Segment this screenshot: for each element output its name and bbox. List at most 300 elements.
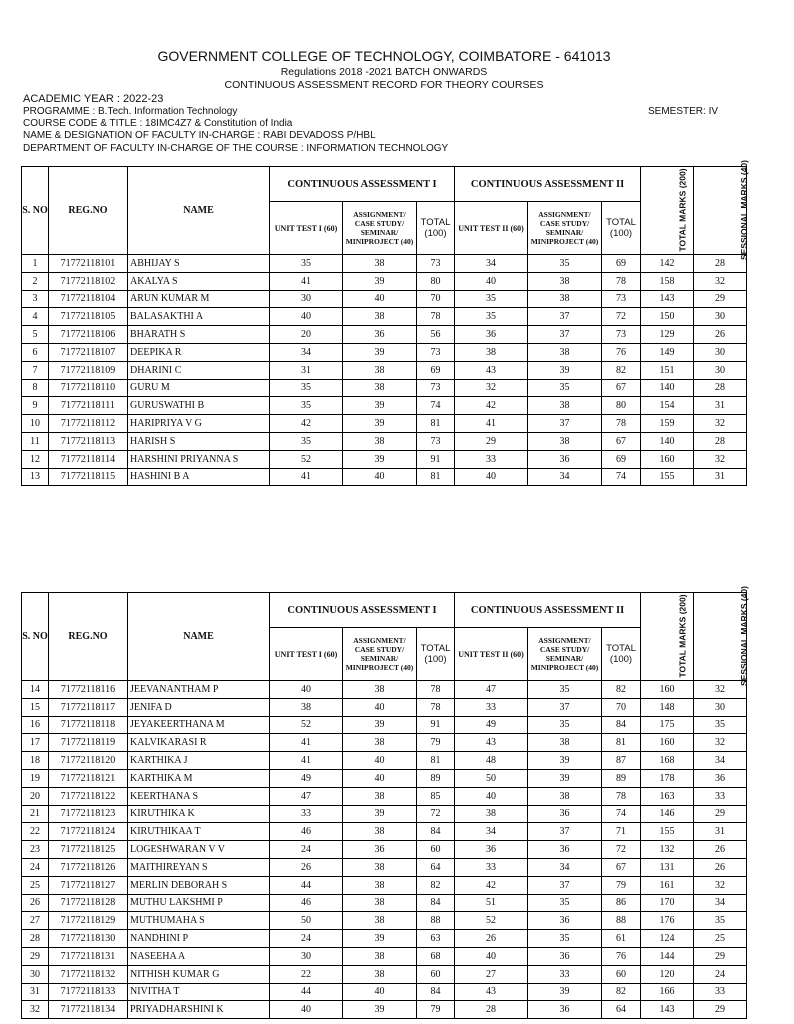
table-cell: 33: [455, 450, 528, 468]
table-cell: 40: [455, 468, 528, 486]
table-cell: 50: [455, 769, 528, 787]
table-cell: 154: [641, 397, 694, 415]
table-cell: 35: [528, 930, 602, 948]
table-cell: 40: [343, 769, 417, 787]
student-name: KARTHIKA M: [128, 769, 270, 787]
table-row: [22, 290, 747, 308]
table-row: [22, 983, 747, 1001]
student-name: KIRUTHIKAA T: [128, 823, 270, 841]
table-cell: 69: [417, 361, 455, 379]
col-total-2: TOTAL (100): [602, 628, 641, 681]
assessment-table-2: [21, 586, 750, 1019]
table-cell: 40: [343, 698, 417, 716]
table-cell: 71772118132: [49, 965, 128, 983]
table-cell: 142: [641, 255, 694, 273]
table-cell: 24: [694, 965, 747, 983]
table-cell: 71772118107: [49, 343, 128, 361]
student-name: DEEPIKA R: [128, 343, 270, 361]
table-cell: 79: [417, 1001, 455, 1019]
table-cell: 146: [641, 805, 694, 823]
table-cell: 161: [641, 876, 694, 894]
table-cell: 35: [455, 290, 528, 308]
table-cell: 71772118110: [49, 379, 128, 397]
student-name: MUTHUMAHA S: [128, 912, 270, 930]
table-row: [22, 255, 747, 273]
student-name: JENIFA D: [128, 698, 270, 716]
table-row: [22, 343, 747, 361]
col-total-1: TOTAL (100): [417, 628, 455, 681]
table-cell: 71772118106: [49, 326, 128, 344]
table-cell: 41: [270, 272, 343, 290]
table-cell: 40: [343, 983, 417, 1001]
table-row: [22, 805, 747, 823]
table-cell: 150: [641, 308, 694, 326]
col-sessional: SESSIONAL MARKS (40): [694, 167, 747, 255]
table-cell: 41: [270, 468, 343, 486]
table-cell: 151: [641, 361, 694, 379]
table-cell: 32: [694, 876, 747, 894]
table-cell: 35: [528, 894, 602, 912]
course-code-title: COURSE CODE & TITLE : 18IMC4Z7 & Constitution of India: [23, 118, 293, 129]
table-cell: 33: [694, 983, 747, 1001]
col-assignment-1: ASSIGNMENT/ CASE STUDY/ SEMINAR/ MINIPROJECT (40): [343, 202, 417, 255]
table-row: [22, 468, 747, 486]
table-cell: 69: [602, 450, 641, 468]
table-cell: 67: [602, 379, 641, 397]
table-cell: 27: [22, 912, 49, 930]
table-cell: 37: [528, 698, 602, 716]
student-name: BALASAKTHI A: [128, 308, 270, 326]
table-cell: 40: [455, 947, 528, 965]
table-cell: 160: [641, 734, 694, 752]
table-cell: 38: [343, 947, 417, 965]
col-unit-test-1: UNIT TEST I (60): [270, 628, 343, 681]
table-cell: 73: [417, 379, 455, 397]
table-cell: 35: [694, 716, 747, 734]
student-name: NANDHINI P: [128, 930, 270, 948]
table-cell: 47: [455, 681, 528, 699]
table-cell: 38: [455, 343, 528, 361]
table-cell: 175: [641, 716, 694, 734]
table-cell: 40: [455, 272, 528, 290]
table-cell: 39: [343, 716, 417, 734]
table-cell: 36: [528, 805, 602, 823]
table-cell: 82: [417, 876, 455, 894]
table-row: [22, 681, 747, 699]
table-row: [22, 397, 747, 415]
table-cell: 22: [270, 965, 343, 983]
table-row: [22, 432, 747, 450]
table-row: [22, 841, 747, 859]
student-name: PRIYADHARSHINI K: [128, 1001, 270, 1019]
table-cell: 71772118114: [49, 450, 128, 468]
table-cell: 71772118121: [49, 769, 128, 787]
table-cell: 31: [694, 823, 747, 841]
table-cell: 29: [694, 805, 747, 823]
table-cell: 34: [694, 894, 747, 912]
table-cell: 158: [641, 272, 694, 290]
table-cell: 7: [22, 361, 49, 379]
table-cell: 40: [270, 681, 343, 699]
table-cell: 39: [343, 415, 417, 433]
table-cell: 39: [528, 361, 602, 379]
table-cell: 38: [343, 681, 417, 699]
table-row: [22, 823, 747, 841]
table-cell: 71772118131: [49, 947, 128, 965]
table-cell: 38: [343, 876, 417, 894]
table-cell: 37: [528, 876, 602, 894]
table-cell: 39: [528, 769, 602, 787]
table-cell: 43: [455, 734, 528, 752]
table-cell: 67: [602, 432, 641, 450]
table-cell: 38: [343, 858, 417, 876]
table-cell: 155: [641, 823, 694, 841]
table-cell: 84: [417, 894, 455, 912]
table-cell: 89: [602, 769, 641, 787]
table-cell: 36: [528, 450, 602, 468]
faculty-in-charge: NAME & DESIGNATION OF FACULTY IN-CHARGE : RABI DEVADOSS P/HBL: [23, 130, 376, 141]
student-name: DHARINI C: [128, 361, 270, 379]
table-cell: 43: [455, 361, 528, 379]
student-name: ARUN KUMAR M: [128, 290, 270, 308]
table-cell: 20: [270, 326, 343, 344]
table-cell: 31: [22, 983, 49, 1001]
faculty-department: DEPARTMENT OF FACULTY IN-CHARGE OF THE COURSE : INFORMATION TECHNOLOGY: [23, 143, 449, 154]
table-row: [22, 930, 747, 948]
table-cell: 78: [602, 787, 641, 805]
table-cell: 36: [528, 912, 602, 930]
table-cell: 37: [528, 308, 602, 326]
table-cell: 36: [343, 841, 417, 859]
table-cell: 38: [270, 698, 343, 716]
table-cell: 35: [270, 432, 343, 450]
table-cell: 71772118119: [49, 734, 128, 752]
table-cell: 41: [455, 415, 528, 433]
table-cell: 38: [343, 379, 417, 397]
table-cell: 61: [602, 930, 641, 948]
table-cell: 40: [343, 468, 417, 486]
table-cell: 40: [455, 787, 528, 805]
table-cell: 38: [455, 805, 528, 823]
table-cell: 36: [455, 326, 528, 344]
table-cell: 52: [270, 450, 343, 468]
table-cell: 71772118101: [49, 255, 128, 273]
table-cell: 35: [528, 681, 602, 699]
table-cell: 37: [528, 823, 602, 841]
table-cell: 8: [22, 379, 49, 397]
table-cell: 86: [602, 894, 641, 912]
table-cell: 28: [22, 930, 49, 948]
table-cell: 36: [528, 947, 602, 965]
table-cell: 29: [455, 432, 528, 450]
table-cell: 32: [22, 1001, 49, 1019]
table-cell: 72: [602, 841, 641, 859]
table-cell: 67: [602, 858, 641, 876]
table-cell: 38: [343, 734, 417, 752]
col-unit-test-2: UNIT TEST II (60): [455, 202, 528, 255]
table-cell: 72: [417, 805, 455, 823]
col-unit-test-1: UNIT TEST I (60): [270, 202, 343, 255]
table-cell: 84: [417, 983, 455, 1001]
student-name: HASHINI B A: [128, 468, 270, 486]
table-cell: 26: [22, 894, 49, 912]
table-cell: 176: [641, 912, 694, 930]
semester: SEMESTER: IV: [648, 106, 719, 117]
table-cell: 28: [455, 1001, 528, 1019]
academic-year: ACADEMIC YEAR : 2022-23: [23, 93, 164, 105]
table-cell: 17: [22, 734, 49, 752]
table-cell: 35: [528, 255, 602, 273]
student-name: HARSHINI PRIYANNA S: [128, 450, 270, 468]
table-cell: 76: [602, 947, 641, 965]
student-name: NIVITHA T: [128, 983, 270, 1001]
table-cell: 36: [528, 841, 602, 859]
table-cell: 73: [417, 255, 455, 273]
table-cell: 69: [602, 255, 641, 273]
col-regno: REG.NO: [49, 593, 128, 681]
table-cell: 42: [455, 397, 528, 415]
table-cell: 48: [455, 752, 528, 770]
table-cell: 38: [528, 290, 602, 308]
table-cell: 32: [694, 734, 747, 752]
table-cell: 29: [694, 290, 747, 308]
table-cell: 5: [22, 326, 49, 344]
table-cell: 18: [22, 752, 49, 770]
table-cell: 81: [417, 415, 455, 433]
student-name: JEYAKEERTHANA M: [128, 716, 270, 734]
table-cell: 78: [417, 698, 455, 716]
table-cell: 56: [417, 326, 455, 344]
table-cell: 30: [694, 361, 747, 379]
table-row: [22, 272, 747, 290]
table-cell: 163: [641, 787, 694, 805]
table-cell: 52: [270, 716, 343, 734]
table-cell: 50: [270, 912, 343, 930]
table-cell: 178: [641, 769, 694, 787]
table-cell: 78: [602, 415, 641, 433]
student-name: ABHIJAY S: [128, 255, 270, 273]
table-row: [22, 876, 747, 894]
table-cell: 38: [528, 272, 602, 290]
table-cell: 24: [22, 858, 49, 876]
table-cell: 38: [528, 397, 602, 415]
table-row: [22, 415, 747, 433]
table-cell: 35: [270, 255, 343, 273]
table-cell: 24: [270, 841, 343, 859]
col-total-200: TOTAL MARKS (200): [641, 167, 694, 255]
table-cell: 26: [694, 841, 747, 859]
student-name: MAITHIREYAN S: [128, 858, 270, 876]
table-cell: 22: [22, 823, 49, 841]
table-row: [22, 787, 747, 805]
table-cell: 71772118122: [49, 787, 128, 805]
table-cell: 20: [22, 787, 49, 805]
table-cell: 71772118134: [49, 1001, 128, 1019]
student-name: MERLIN DEBORAH S: [128, 876, 270, 894]
table-cell: 39: [343, 343, 417, 361]
table-cell: 70: [417, 290, 455, 308]
table-cell: 36: [343, 326, 417, 344]
table-row: [22, 450, 747, 468]
table-cell: 38: [343, 965, 417, 983]
table-cell: 70: [602, 698, 641, 716]
table-cell: 91: [417, 716, 455, 734]
programme: PROGRAMME : B.Tech. Information Technology: [23, 106, 238, 117]
table-cell: 85: [417, 787, 455, 805]
table-cell: 88: [417, 912, 455, 930]
table-cell: 38: [528, 787, 602, 805]
table-cell: 37: [528, 326, 602, 344]
table-cell: 14: [22, 681, 49, 699]
table-cell: 82: [602, 983, 641, 1001]
table-cell: 30: [694, 343, 747, 361]
table-row: [22, 326, 747, 344]
table-cell: 26: [455, 930, 528, 948]
table-cell: 71772118117: [49, 698, 128, 716]
table-cell: 60: [417, 965, 455, 983]
col-name: NAME: [128, 593, 270, 681]
table-cell: 81: [602, 734, 641, 752]
table-cell: 29: [694, 947, 747, 965]
table-cell: 160: [641, 450, 694, 468]
student-name: HARISH S: [128, 432, 270, 450]
table-cell: 71772118116: [49, 681, 128, 699]
table-cell: 31: [694, 468, 747, 486]
student-name: MUTHU LAKSHMI P: [128, 894, 270, 912]
table-row: [22, 1001, 747, 1019]
table-cell: 35: [528, 716, 602, 734]
table-cell: 64: [602, 1001, 641, 1019]
table-cell: 2: [22, 272, 49, 290]
table-cell: 74: [602, 805, 641, 823]
table-cell: 143: [641, 290, 694, 308]
table-cell: 47: [270, 787, 343, 805]
table-cell: 30: [694, 698, 747, 716]
table-cell: 80: [602, 397, 641, 415]
table-cell: 64: [417, 858, 455, 876]
col-assignment-2: ASSIGNMENT/ CASE STUDY/ SEMINAR/ MINIPROJECT (40): [528, 628, 602, 681]
table-cell: 71772118115: [49, 468, 128, 486]
assessment-table-1: [21, 160, 750, 486]
table-row: [22, 752, 747, 770]
table-cell: 52: [455, 912, 528, 930]
col-ca1: CONTINUOUS ASSESSMENT I: [270, 167, 455, 202]
table-cell: 28: [694, 432, 747, 450]
table-cell: 36: [694, 769, 747, 787]
table-cell: 170: [641, 894, 694, 912]
student-name: HARIPRIYA V G: [128, 415, 270, 433]
table-cell: 38: [528, 343, 602, 361]
col-total-2: TOTAL (100): [602, 202, 641, 255]
table-cell: 38: [343, 308, 417, 326]
table-cell: 74: [417, 397, 455, 415]
table-cell: 30: [270, 290, 343, 308]
table-cell: 44: [270, 983, 343, 1001]
table-cell: 78: [417, 681, 455, 699]
table-cell: 88: [602, 912, 641, 930]
student-name: GURU M: [128, 379, 270, 397]
table-cell: 3: [22, 290, 49, 308]
table-cell: 38: [528, 734, 602, 752]
student-name: NITHISH KUMAR G: [128, 965, 270, 983]
table-cell: 71772118109: [49, 361, 128, 379]
table-cell: 9: [22, 397, 49, 415]
table-cell: 10: [22, 415, 49, 433]
table-cell: 42: [455, 876, 528, 894]
table-cell: 39: [343, 397, 417, 415]
table-cell: 36: [528, 1001, 602, 1019]
table-cell: 39: [343, 272, 417, 290]
table-cell: 71772118113: [49, 432, 128, 450]
table-cell: 71772118112: [49, 415, 128, 433]
table-cell: 71772118128: [49, 894, 128, 912]
table-cell: 40: [270, 308, 343, 326]
table-cell: 78: [417, 308, 455, 326]
table-cell: 71772118129: [49, 912, 128, 930]
table-cell: 71772118105: [49, 308, 128, 326]
col-total-200: TOTAL MARKS (200): [641, 593, 694, 681]
table-cell: 28: [694, 379, 747, 397]
student-name: BHARATH S: [128, 326, 270, 344]
table-row: [22, 947, 747, 965]
table-cell: 30: [270, 947, 343, 965]
table-cell: 25: [22, 876, 49, 894]
table-cell: 68: [417, 947, 455, 965]
table-row: [22, 308, 747, 326]
table-cell: 71772118130: [49, 930, 128, 948]
table-cell: 131: [641, 858, 694, 876]
table-cell: 71772118133: [49, 983, 128, 1001]
table-cell: 34: [528, 858, 602, 876]
regulations-line: Regulations 2018 -2021 BATCH ONWARDS: [280, 66, 488, 78]
student-name: JEEVANANTHAM P: [128, 681, 270, 699]
table-cell: 33: [694, 787, 747, 805]
table-cell: 41: [270, 734, 343, 752]
table-cell: 71772118124: [49, 823, 128, 841]
table-cell: 31: [694, 397, 747, 415]
student-name: LOGESHWARAN V V: [128, 841, 270, 859]
student-name: KEERTHANA S: [128, 787, 270, 805]
table-row: [22, 698, 747, 716]
table-cell: 39: [343, 1001, 417, 1019]
table-cell: 38: [528, 432, 602, 450]
table-cell: 32: [694, 450, 747, 468]
table-cell: 35: [270, 397, 343, 415]
table-cell: 35: [270, 379, 343, 397]
table-cell: 40: [270, 1001, 343, 1019]
table-cell: 60: [417, 841, 455, 859]
table-cell: 34: [528, 468, 602, 486]
table-cell: 31: [270, 361, 343, 379]
table-cell: 120: [641, 965, 694, 983]
table-cell: 79: [417, 734, 455, 752]
table-row: [22, 734, 747, 752]
table-cell: 73: [417, 343, 455, 361]
table-cell: 38: [343, 912, 417, 930]
table-row: [22, 912, 747, 930]
student-name: GURUSWATHI B: [128, 397, 270, 415]
table-cell: 39: [528, 752, 602, 770]
table-cell: 15: [22, 698, 49, 716]
table-cell: 49: [455, 716, 528, 734]
table-cell: 166: [641, 983, 694, 1001]
table-cell: 51: [455, 894, 528, 912]
table-cell: 149: [641, 343, 694, 361]
table-cell: 73: [602, 326, 641, 344]
table-cell: 144: [641, 947, 694, 965]
table-cell: 71772118123: [49, 805, 128, 823]
table-cell: 143: [641, 1001, 694, 1019]
